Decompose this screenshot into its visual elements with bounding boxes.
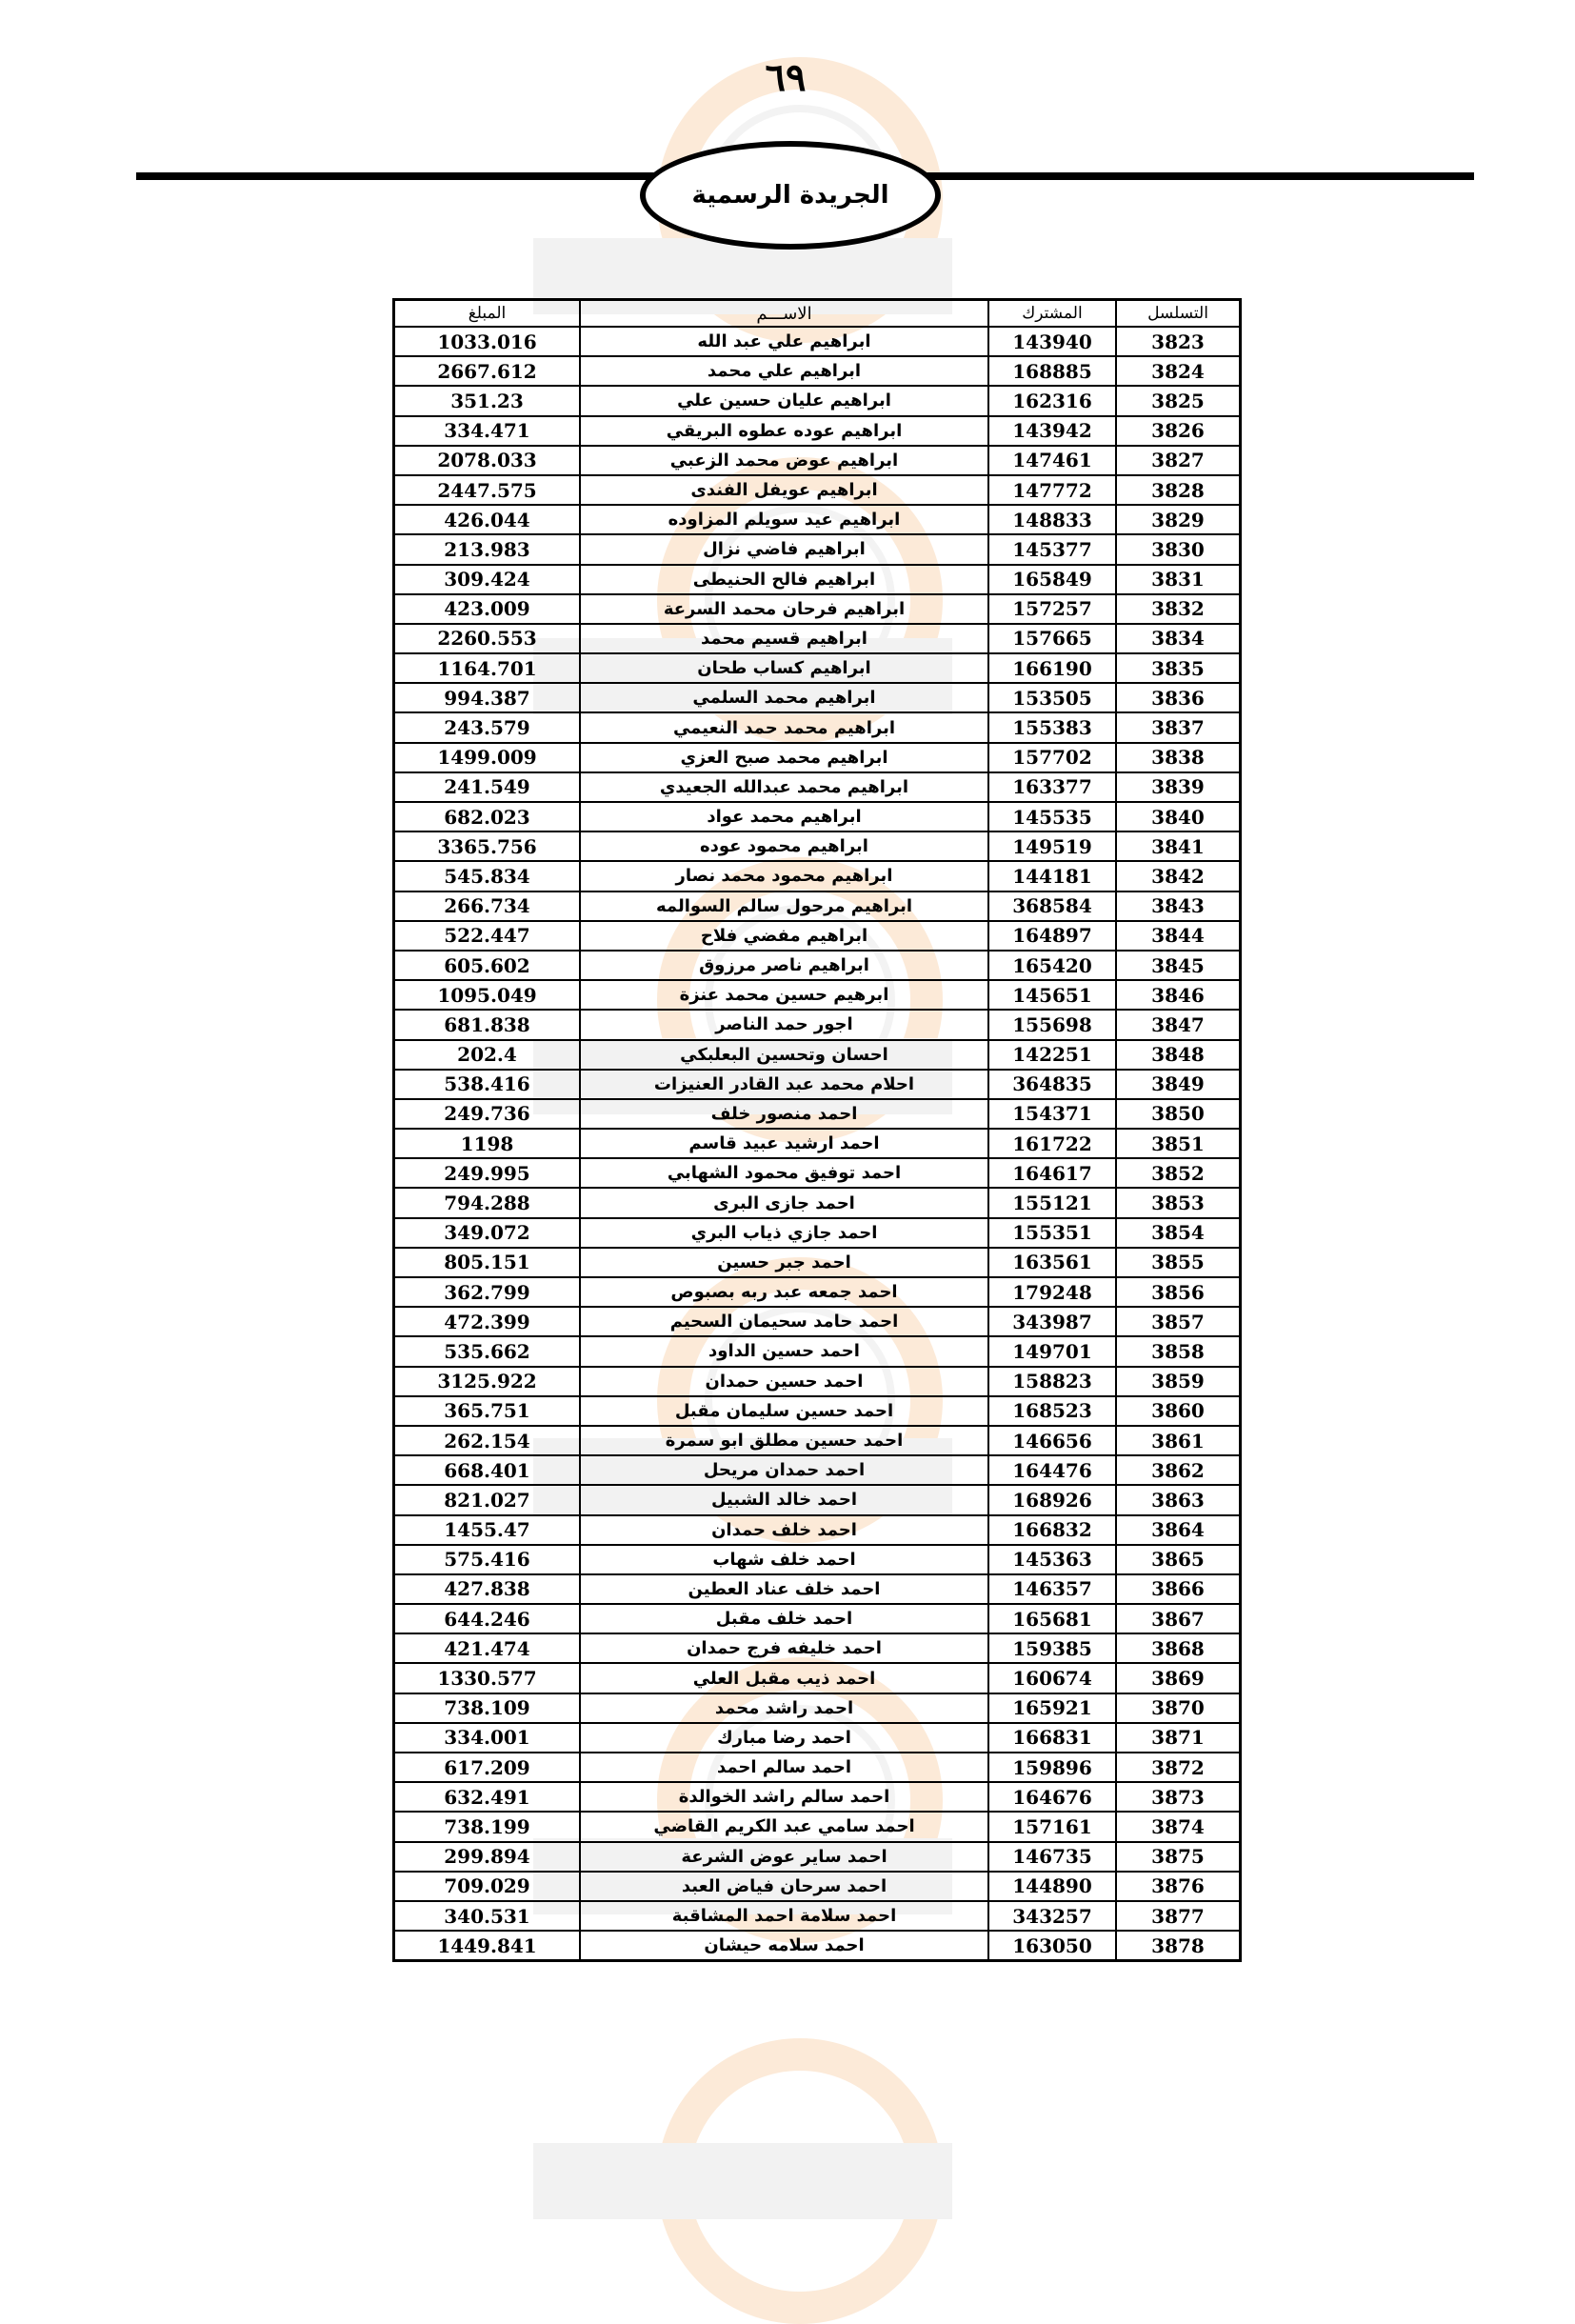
serial-cell: 3842: [1116, 861, 1241, 891]
name-cell: ابراهيم عويفل الفندى: [580, 475, 988, 505]
subscriber-cell: 143940: [988, 327, 1116, 356]
amount-cell: 632.491: [394, 1782, 581, 1812]
name-cell: ابراهيم محمد صبح العزي: [580, 743, 988, 772]
table-row: [394, 861, 1241, 891]
name-cell: احمد جازى البرى: [580, 1188, 988, 1217]
table-row: [394, 386, 1241, 415]
amount-cell: 738.109: [394, 1693, 581, 1723]
serial-cell: 3831: [1116, 565, 1241, 594]
table-row: [394, 1396, 1241, 1426]
amount-cell: 738.199: [394, 1812, 581, 1841]
subscriber-cell: 155121: [988, 1188, 1116, 1217]
subscriber-cell: 364835: [988, 1070, 1116, 1099]
serial-cell: 3845: [1116, 951, 1241, 980]
name-cell: احمد سلامة احمد المشاقبة: [580, 1901, 988, 1931]
amount-cell: 545.834: [394, 861, 581, 891]
subscriber-cell: 148833: [988, 505, 1116, 534]
serial-cell: 3865: [1116, 1545, 1241, 1574]
name-cell: ابراهيم عيد سويلم المزاوده: [580, 505, 988, 534]
amount-cell: 2667.612: [394, 356, 581, 386]
page-number: ٦٩: [765, 55, 807, 100]
serial-cell: 3853: [1116, 1188, 1241, 1217]
subscriber-cell: 149701: [988, 1336, 1116, 1366]
table-row: [394, 1129, 1241, 1158]
serial-cell: 3828: [1116, 475, 1241, 505]
table-row: [394, 446, 1241, 475]
amount-cell: 682.023: [394, 802, 581, 831]
subscriber-cell: 145535: [988, 802, 1116, 831]
amount-cell: 213.983: [394, 534, 581, 564]
amount-cell: 1499.009: [394, 743, 581, 772]
name-cell: ابراهيم محمود عوده: [580, 831, 988, 861]
amount-cell: 605.602: [394, 951, 581, 980]
subscriber-cell: 144181: [988, 861, 1116, 891]
serial-cell: 3824: [1116, 356, 1241, 386]
serial-cell: 3850: [1116, 1099, 1241, 1129]
name-cell: ابراهيم عوده عطوه البريقي: [580, 416, 988, 446]
subscriber-cell: 158823: [988, 1367, 1116, 1396]
table-row: [394, 980, 1241, 1010]
subscriber-cell: 165921: [988, 1693, 1116, 1723]
name-cell: احمد جازي ذياب البري: [580, 1218, 988, 1248]
table-row: [394, 1426, 1241, 1455]
subscriber-cell: 157702: [988, 743, 1116, 772]
table-row: [394, 1070, 1241, 1099]
amount-cell: 3365.756: [394, 831, 581, 861]
table-row: [394, 951, 1241, 980]
serial-cell: 3846: [1116, 980, 1241, 1010]
subscriber-cell: 166190: [988, 653, 1116, 683]
subscriber-cell: 142251: [988, 1040, 1116, 1070]
name-cell: احمد خالد الشبيل: [580, 1485, 988, 1514]
name-cell: ابراهيم محمد عبدالله الجعيدي: [580, 772, 988, 802]
name-cell: احمد توفيق محمود الشهابي: [580, 1158, 988, 1188]
table-row: [394, 1633, 1241, 1663]
subscriber-cell: 157665: [988, 624, 1116, 653]
subscriber-cell: 164897: [988, 921, 1116, 951]
name-cell: احمد حسين حمدان: [580, 1367, 988, 1396]
name-cell: ابراهيم فالح الحنيطى: [580, 565, 988, 594]
amount-cell: 243.579: [394, 712, 581, 742]
table-row: [394, 1872, 1241, 1901]
name-cell: ابراهيم محمد حمد النعيمي: [580, 712, 988, 742]
name-cell: احلام محمد عبد القادر العنيزات: [580, 1070, 988, 1099]
table-row: [394, 475, 1241, 505]
amount-cell: 709.029: [394, 1872, 581, 1901]
amount-cell: 423.009: [394, 594, 581, 624]
name-cell: اجور حمد الناصر: [580, 1010, 988, 1039]
page-title: الجريدة الرسمية: [691, 181, 889, 210]
table-row: [394, 1574, 1241, 1604]
subscriber-cell: 166831: [988, 1723, 1116, 1753]
amount-cell: 249.736: [394, 1099, 581, 1129]
amount-cell: 421.474: [394, 1633, 581, 1663]
name-cell: ابراهيم كساب طحان: [580, 653, 988, 683]
subscriber-cell: 162316: [988, 386, 1116, 415]
serial-cell: 3827: [1116, 446, 1241, 475]
amount-cell: 1449.841: [394, 1931, 581, 1961]
subscriber-cell: 159385: [988, 1633, 1116, 1663]
serial-cell: 3862: [1116, 1455, 1241, 1485]
table-header-row: [394, 300, 1241, 328]
amount-cell: 668.401: [394, 1455, 581, 1485]
subscriber-cell: 145363: [988, 1545, 1116, 1574]
subscriber-cell: 163050: [988, 1931, 1116, 1961]
amount-cell: 334.001: [394, 1723, 581, 1753]
subscriber-cell: 146357: [988, 1574, 1116, 1604]
table-row: [394, 1515, 1241, 1545]
table-row: [394, 712, 1241, 742]
amount-cell: 334.471: [394, 416, 581, 446]
serial-cell: 3830: [1116, 534, 1241, 564]
serial-cell: 3858: [1116, 1336, 1241, 1366]
table-row: [394, 624, 1241, 653]
table-row: [394, 921, 1241, 951]
serial-cell: 3829: [1116, 505, 1241, 534]
serial-cell: 3875: [1116, 1842, 1241, 1872]
amount-cell: 202.4: [394, 1040, 581, 1070]
name-cell: احمد ارشيد عبيد قاسم: [580, 1129, 988, 1158]
table-row: [394, 1723, 1241, 1753]
name-cell: احمد حسين سليمان مقبل: [580, 1396, 988, 1426]
subscriber-cell: 153505: [988, 683, 1116, 712]
amount-cell: 1164.701: [394, 653, 581, 683]
table-row: [394, 356, 1241, 386]
name-cell: احمد سالم راشد الخوالدة: [580, 1782, 988, 1812]
serial-cell: 3837: [1116, 712, 1241, 742]
subscriber-cell: 157161: [988, 1812, 1116, 1841]
name-cell: احمد رضا مبارك: [580, 1723, 988, 1753]
serial-cell: 3869: [1116, 1663, 1241, 1693]
table-row: [394, 594, 1241, 624]
serial-cell: 3823: [1116, 327, 1241, 356]
subscriber-cell: 368584: [988, 892, 1116, 921]
serial-cell: 3878: [1116, 1931, 1241, 1961]
table-row: [394, 831, 1241, 861]
subscriber-cell: 154371: [988, 1099, 1116, 1129]
table-row: [394, 1277, 1241, 1307]
subscriber-cell: 168885: [988, 356, 1116, 386]
amount-cell: 249.995: [394, 1158, 581, 1188]
subscriber-cell: 161722: [988, 1129, 1116, 1158]
amount-cell: 821.027: [394, 1485, 581, 1514]
table-row: [394, 1545, 1241, 1574]
name-cell: احمد سالم احمد: [580, 1753, 988, 1782]
serial-cell: 3867: [1116, 1604, 1241, 1633]
serial-cell: 3859: [1116, 1367, 1241, 1396]
name-cell: احمد حمدان مريحل: [580, 1455, 988, 1485]
subscriber-cell: 155383: [988, 712, 1116, 742]
name-cell: احمد راشد محمد: [580, 1693, 988, 1723]
subscriber-cell: 157257: [988, 594, 1116, 624]
subscriber-cell: 165849: [988, 565, 1116, 594]
serial-cell: 3836: [1116, 683, 1241, 712]
table-row: [394, 1010, 1241, 1039]
amount-cell: 538.416: [394, 1070, 581, 1099]
serial-cell: 3841: [1116, 831, 1241, 861]
subscriber-cell: 159896: [988, 1753, 1116, 1782]
amount-cell: 575.416: [394, 1545, 581, 1574]
serial-cell: 3877: [1116, 1901, 1241, 1931]
amount-cell: 681.838: [394, 1010, 581, 1039]
serial-cell: 3835: [1116, 653, 1241, 683]
serial-cell: 3857: [1116, 1307, 1241, 1336]
serial-cell: 3871: [1116, 1723, 1241, 1753]
amount-cell: 2447.575: [394, 475, 581, 505]
amount-cell: 3125.922: [394, 1367, 581, 1396]
table-row: [394, 416, 1241, 446]
serial-cell: 3855: [1116, 1248, 1241, 1277]
amount-cell: 262.154: [394, 1426, 581, 1455]
serial-cell: 3864: [1116, 1515, 1241, 1545]
subscriber-cell: 165420: [988, 951, 1116, 980]
subscriber-cell: 145377: [988, 534, 1116, 564]
subscriber-cell: 179248: [988, 1277, 1116, 1307]
table-row: [394, 1812, 1241, 1841]
name-cell: ابراهيم محمود محمد نصار: [580, 861, 988, 891]
amount-cell: 349.072: [394, 1218, 581, 1248]
name-cell: احمد سرحان فياض العبد: [580, 1872, 988, 1901]
subscriber-cell: 164676: [988, 1782, 1116, 1812]
table-row: [394, 683, 1241, 712]
amount-cell: 1198: [394, 1129, 581, 1158]
name-cell: احمد خلف عناد العطين: [580, 1574, 988, 1604]
subscriber-cell: 145651: [988, 980, 1116, 1010]
table-row: [394, 772, 1241, 802]
table-row: [394, 1901, 1241, 1931]
serial-cell: 3849: [1116, 1070, 1241, 1099]
subscriber-cell: 165681: [988, 1604, 1116, 1633]
subscriber-cell: 164476: [988, 1455, 1116, 1485]
subscriber-cell: 147772: [988, 475, 1116, 505]
serial-cell: 3843: [1116, 892, 1241, 921]
table-row: [394, 1782, 1241, 1812]
serial-cell: 3872: [1116, 1753, 1241, 1782]
name-cell: ابراهيم محمد عواد: [580, 802, 988, 831]
name-cell: احمد سامي عبد الكريم القاضي: [580, 1812, 988, 1841]
amount-cell: 1455.47: [394, 1515, 581, 1545]
name-cell: احمد ذيب مقبل العلي: [580, 1663, 988, 1693]
serial-cell: 3832: [1116, 594, 1241, 624]
serial-cell: 3870: [1116, 1693, 1241, 1723]
serial-cell: 3874: [1116, 1812, 1241, 1841]
subscriber-cell: 168523: [988, 1396, 1116, 1426]
subscriber-cell: 155698: [988, 1010, 1116, 1039]
name-cell: ابراهيم علي عبد الله: [580, 327, 988, 356]
amount-cell: 340.531: [394, 1901, 581, 1931]
subscriber-cell: 146656: [988, 1426, 1116, 1455]
table-row: [394, 1367, 1241, 1396]
serial-cell: 3838: [1116, 743, 1241, 772]
name-cell: ابراهيم ناصر مرزوق: [580, 951, 988, 980]
column-header-amount: المبلغ: [394, 300, 581, 328]
name-cell: احمد حسين الداود: [580, 1336, 988, 1366]
serial-cell: 3825: [1116, 386, 1241, 415]
amount-cell: 351.23: [394, 386, 581, 415]
amount-cell: 1330.577: [394, 1663, 581, 1693]
title-oval: [640, 141, 941, 250]
amount-cell: 2078.033: [394, 446, 581, 475]
subscriber-cell: 166832: [988, 1515, 1116, 1545]
table-row: [394, 1485, 1241, 1514]
serial-cell: 3840: [1116, 802, 1241, 831]
amount-cell: 362.799: [394, 1277, 581, 1307]
name-cell: احمد سلامه حيشان: [580, 1931, 988, 1961]
subscriber-cell: 160674: [988, 1663, 1116, 1693]
subscriber-cell: 147461: [988, 446, 1116, 475]
table-row: [394, 1336, 1241, 1366]
table-row: [394, 653, 1241, 683]
amount-cell: 644.246: [394, 1604, 581, 1633]
table-row: [394, 1099, 1241, 1129]
subscriber-cell: 143942: [988, 416, 1116, 446]
table-row: [394, 1693, 1241, 1723]
serial-cell: 3851: [1116, 1129, 1241, 1158]
subscriber-cell: 155351: [988, 1218, 1116, 1248]
column-header-serial: التسلسل: [1116, 300, 1241, 328]
serial-cell: 3876: [1116, 1872, 1241, 1901]
name-cell: ابراهيم علي محمد: [580, 356, 988, 386]
subscriber-cell: 343987: [988, 1307, 1116, 1336]
amount-cell: 241.549: [394, 772, 581, 802]
name-cell: ابراهيم مفضي فلاح: [580, 921, 988, 951]
table-row: [394, 1307, 1241, 1336]
amount-cell: 427.838: [394, 1574, 581, 1604]
name-cell: ابراهيم عوض محمد الزعبي: [580, 446, 988, 475]
name-cell: احسان وتحسين البعلبكي: [580, 1040, 988, 1070]
amount-cell: 794.288: [394, 1188, 581, 1217]
serial-cell: 3863: [1116, 1485, 1241, 1514]
serial-cell: 3873: [1116, 1782, 1241, 1812]
amount-cell: 1033.016: [394, 327, 581, 356]
name-cell: احمد خلف شهاب: [580, 1545, 988, 1574]
subscriber-cell: 146735: [988, 1842, 1116, 1872]
table-row: [394, 1248, 1241, 1277]
table-row: [394, 1188, 1241, 1217]
subscriber-cell: 343257: [988, 1901, 1116, 1931]
amount-cell: 299.894: [394, 1842, 581, 1872]
amount-cell: 426.044: [394, 505, 581, 534]
serial-cell: 3844: [1116, 921, 1241, 951]
serial-cell: 3852: [1116, 1158, 1241, 1188]
subscriber-cell: 168926: [988, 1485, 1116, 1514]
subscriber-cell: 164617: [988, 1158, 1116, 1188]
amount-cell: 617.209: [394, 1753, 581, 1782]
table-row: [394, 1753, 1241, 1782]
table-row: [394, 1931, 1241, 1961]
name-cell: ابراهيم فاضي نزال: [580, 534, 988, 564]
amount-cell: 522.447: [394, 921, 581, 951]
serial-cell: 3854: [1116, 1218, 1241, 1248]
name-cell: احمد جبر حسين: [580, 1248, 988, 1277]
name-cell: احمد جمعه عبد ربه بصبوص: [580, 1277, 988, 1307]
table-row: [394, 534, 1241, 564]
amount-cell: 2260.553: [394, 624, 581, 653]
name-cell: ابراهيم محمد السلمي: [580, 683, 988, 712]
serial-cell: 3856: [1116, 1277, 1241, 1307]
serial-cell: 3860: [1116, 1396, 1241, 1426]
table-row: [394, 1218, 1241, 1248]
name-cell: احمد حسين مطلق ابو سمرة: [580, 1426, 988, 1455]
name-cell: ابراهيم مرحول سالم السوالمه: [580, 892, 988, 921]
table-row: [394, 1455, 1241, 1485]
name-cell: احمد خليفه فرج حمدان: [580, 1633, 988, 1663]
serial-cell: 3847: [1116, 1010, 1241, 1039]
records-table: [392, 298, 1242, 1962]
table-row: [394, 892, 1241, 921]
serial-cell: 3868: [1116, 1633, 1241, 1663]
amount-cell: 805.151: [394, 1248, 581, 1277]
serial-cell: 3866: [1116, 1574, 1241, 1604]
table-row: [394, 565, 1241, 594]
serial-cell: 3839: [1116, 772, 1241, 802]
name-cell: ابراهيم عليان حسين علي: [580, 386, 988, 415]
table-row: [394, 802, 1241, 831]
serial-cell: 3848: [1116, 1040, 1241, 1070]
subscriber-cell: 163377: [988, 772, 1116, 802]
table-row: [394, 1604, 1241, 1633]
name-cell: ابراهيم فرحان محمد السرعة: [580, 594, 988, 624]
amount-cell: 365.751: [394, 1396, 581, 1426]
serial-cell: 3826: [1116, 416, 1241, 446]
name-cell: احمد منصور خلف: [580, 1099, 988, 1129]
name-cell: احمد ساير عوض الشرعة: [580, 1842, 988, 1872]
serial-cell: 3834: [1116, 624, 1241, 653]
table-row: [394, 743, 1241, 772]
table-row: [394, 1842, 1241, 1872]
table-row: [394, 327, 1241, 356]
amount-cell: 309.424: [394, 565, 581, 594]
table-row: [394, 1040, 1241, 1070]
amount-cell: 994.387: [394, 683, 581, 712]
name-cell: احمد حامد سحيمان السحيم: [580, 1307, 988, 1336]
name-cell: احمد خلف مقبل: [580, 1604, 988, 1633]
subscriber-cell: 144890: [988, 1872, 1116, 1901]
serial-cell: 3861: [1116, 1426, 1241, 1455]
table-row: [394, 1158, 1241, 1188]
table-row: [394, 505, 1241, 534]
amount-cell: 535.662: [394, 1336, 581, 1366]
amount-cell: 266.734: [394, 892, 581, 921]
name-cell: ابرهيم حسين محمد عنزة: [580, 980, 988, 1010]
name-cell: احمد خلف حمدان: [580, 1515, 988, 1545]
column-header-subscriber: المشترك: [988, 300, 1116, 328]
name-cell: ابراهيم قسيم محمد: [580, 624, 988, 653]
column-header-name: الاســـم: [580, 300, 988, 328]
amount-cell: 1095.049: [394, 980, 581, 1010]
amount-cell: 472.399: [394, 1307, 581, 1336]
table-row: [394, 1663, 1241, 1693]
subscriber-cell: 149519: [988, 831, 1116, 861]
subscriber-cell: 163561: [988, 1248, 1116, 1277]
